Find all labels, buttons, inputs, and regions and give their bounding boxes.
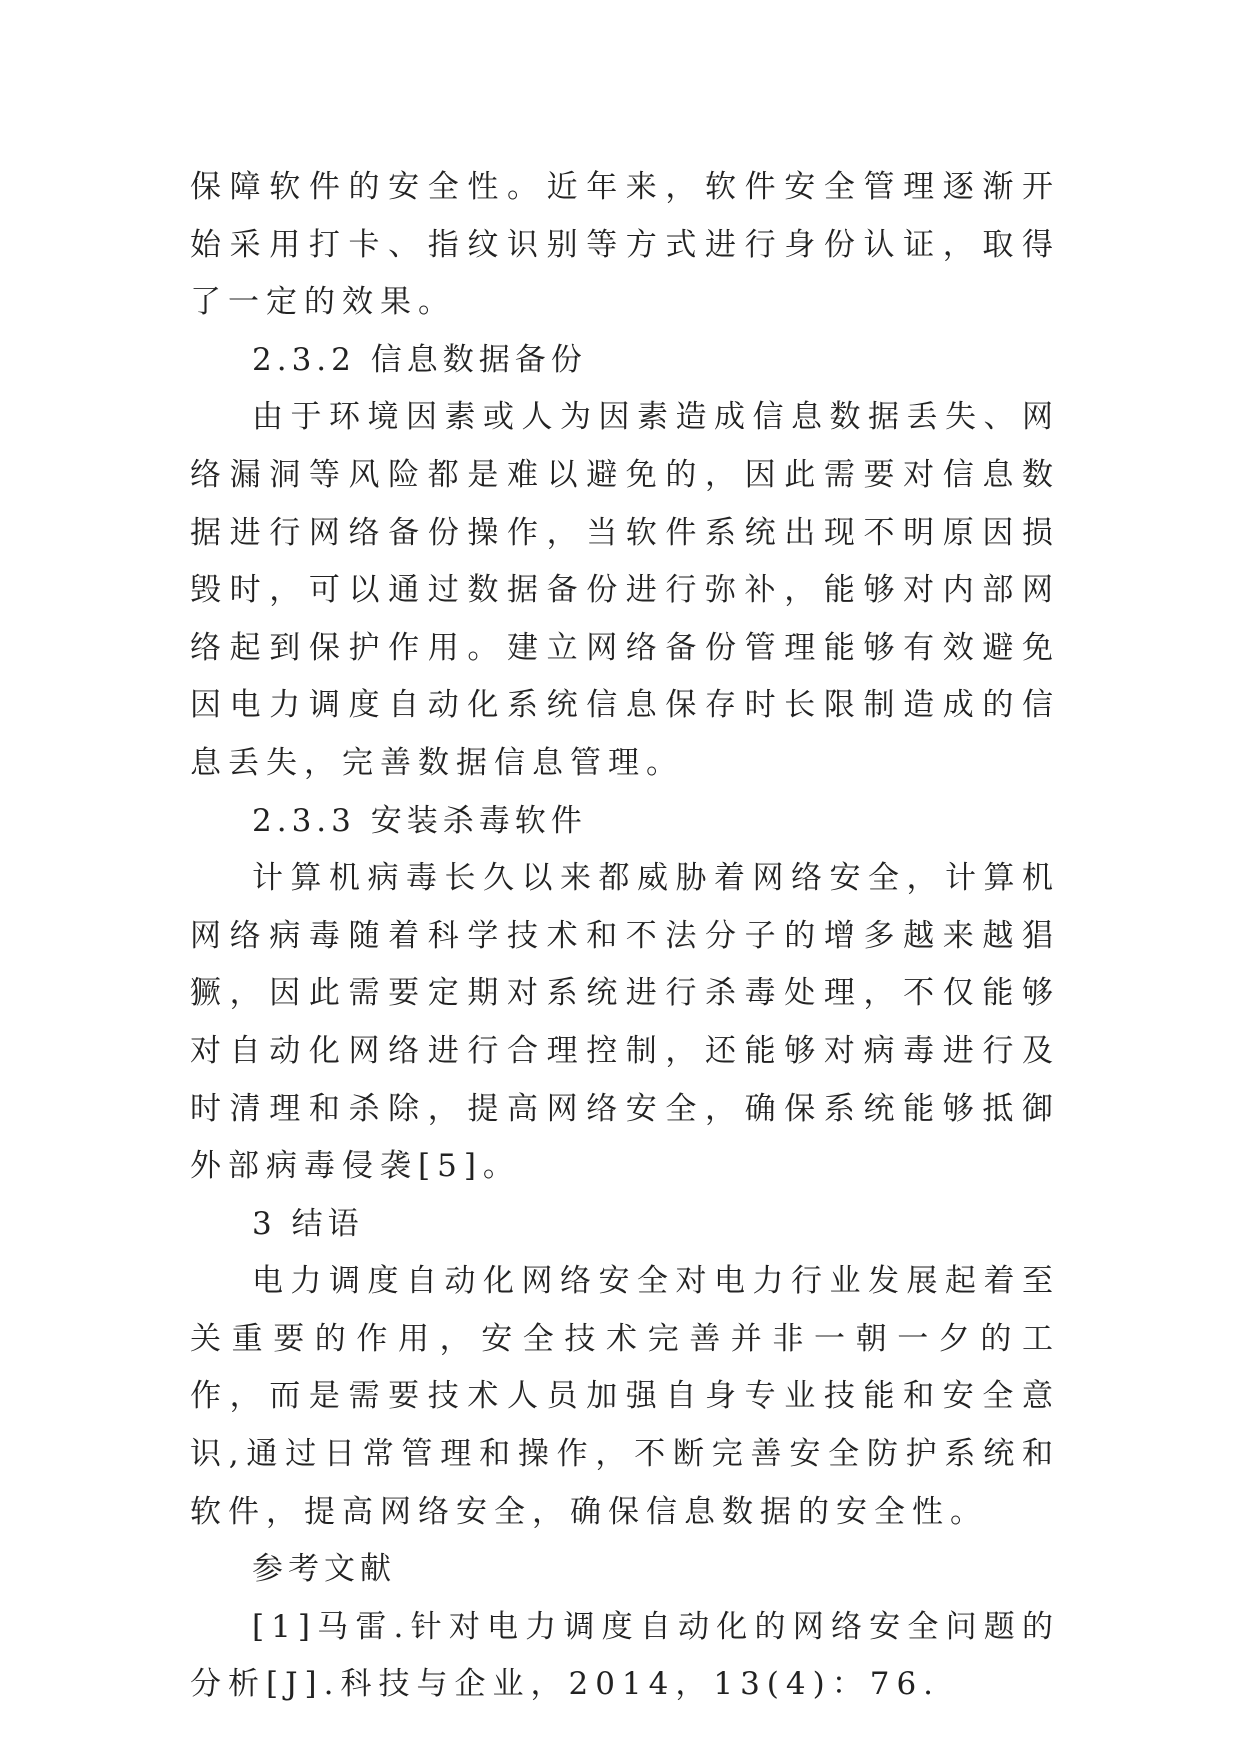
paragraph-conclusion: 电力调度自动化网络安全对电力行业发展起着至关重要的作用，安全技术完善并非一朝一夕的工作，而是需要技术人员加强自身专业技能和安全意识,通过日常管理和操作，不断完善安全防护系统和软件，提高网络安全，确保信息数据的安全性。 — [190, 1263, 1060, 1530]
references-heading: 参考文献 — [252, 1551, 396, 1588]
paragraph-data-backup: 由于环境因素或人为因素造成信息数据丢失、网络漏洞等风险都是难以避免的，因此需要对信息数据进行网络备份操作，当软件系统出现不明原因损毁时，可以通过数据备份进行弥补，能够对内部网络起到保护作用。建立网络备份管理能够有效避免因电力调度自动化系统信息保存时长限制造成的信息丢失，完善数据信息管理。 — [190, 399, 1060, 781]
intro-paragraph: 保障软件的安全性。近年来，软件安全管理逐渐开始采用打卡、指纹识别等方式进行身份认证，取得了一定的效果。 — [190, 169, 1060, 321]
document-body — [190, 159, 1060, 1714]
paragraph-antivirus: 计算机病毒长久以来都威胁着网络安全，计算机网络病毒随着科学技术和不法分子的增多越来越猖獗，因此需要定期对系统进行杀毒处理，不仅能够对自动化网络进行合理控制，还能够对病毒进行及时清理和杀除，提高网络安全，确保系统能够抵御外部病毒侵袭[5]。 — [190, 860, 1060, 1185]
section-heading-2-3-2: 2.3.2 信息数据备份 — [252, 341, 587, 378]
section-heading-2-3-3: 2.3.3 安装杀毒软件 — [252, 802, 587, 839]
reference-item-1: [1]马雷.针对电力调度自动化的网络安全问题的分析[J].科技与企业，2014，13(4)：76. — [190, 1608, 1060, 1703]
section-heading-3: 3 结语 — [252, 1205, 364, 1242]
